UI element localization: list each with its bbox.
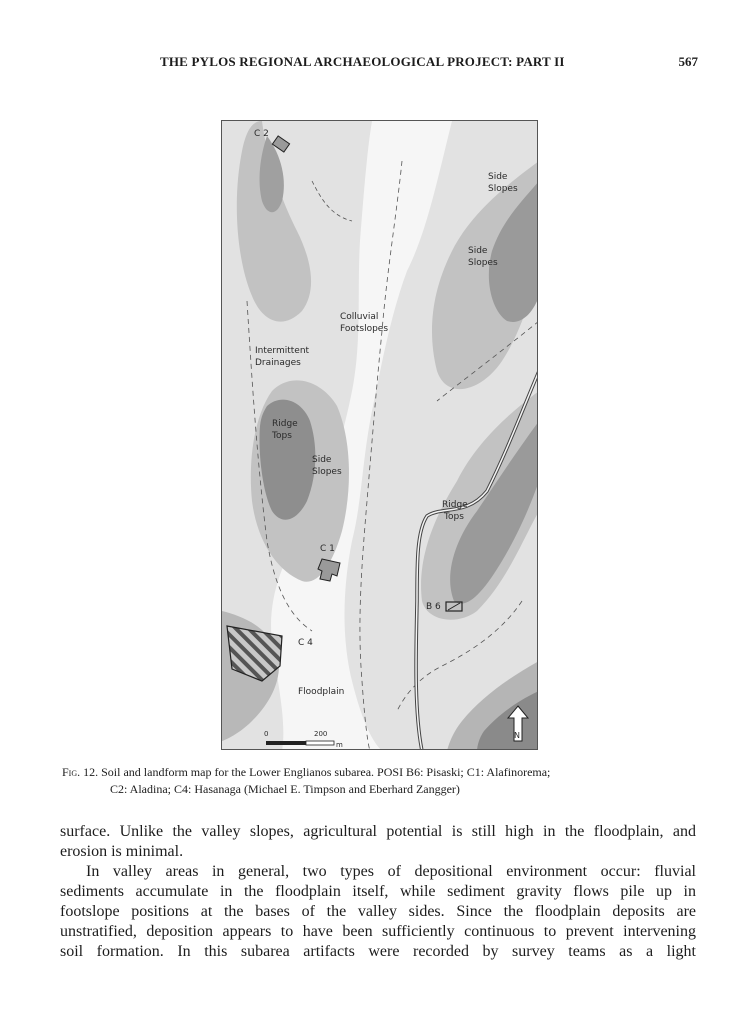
body-text [60,822,696,962]
label-b6: B 6 [426,602,441,612]
scale-bar-white [306,741,334,745]
scale-bar-black [266,741,306,745]
label-side-slopes-1b: Slopes [488,184,518,194]
caption-text-1: Soil and landform map for the Lower Englianos subarea. POSI B6: Pisaski; C1: Alafinorema; [101,765,551,779]
label-scale-zero: 0 [264,730,269,738]
body-line-7: soil formation. In this subarea artifacts were recorded by survey teams as a light [60,943,696,960]
label-scale-200: 200 [314,730,328,738]
label-side-slopes-2a: Side [468,246,488,256]
running-head [0,54,755,74]
label-ridge-tops-2b: Tops [444,512,464,522]
label-north: N [514,731,520,740]
page-number: 567 [678,54,698,69]
soil-landform-map [221,120,538,750]
body-line-1: surface. Unlike the valley slopes, agricultural potential is still high in the floodplain, and [60,823,696,840]
label-floodplain: Floodplain [298,687,345,697]
label-c1: C 1 [320,544,335,554]
body-line-2: erosion is minimal. [60,843,184,860]
label-ridge-tops-1b: Tops [272,431,292,441]
label-intermittent-b: Drainages [255,358,301,368]
label-side-slopes-2b: Slopes [468,258,498,268]
label-side-slopes-3a: Side [312,455,332,465]
body-line-5: footslope positions at the bases of the valley sides. Since the floodplain deposits are [60,903,696,920]
label-ridge-tops-1a: Ridge [272,419,298,429]
label-side-slopes-3b: Slopes [312,467,342,477]
label-scale-unit: m [336,741,343,749]
figure-caption [62,764,697,798]
running-title: THE PYLOS REGIONAL ARCHAEOLOGICAL PROJECT: PART II [160,54,565,69]
figure-number: Fig. 12. [62,765,99,779]
body-line-4: sediments accumulate in the floodplain itself, while sediment gravity flows pile up in [60,883,696,900]
body-line-3: In valley areas in general, two types of depositional environment occur: fluvial [86,863,696,880]
map-svg [222,121,538,750]
label-colluvial-b: Footslopes [340,324,389,334]
label-colluvial-a: Colluvial [340,312,379,322]
label-c2: C 2 [254,129,269,139]
caption-line-1 [62,764,697,781]
caption-line-2: C2: Aladina; C4: Hasanaga (Michael E. Timpson and Eberhard Zangger) [110,782,460,796]
label-side-slopes-1a: Side [488,172,508,182]
label-ridge-tops-2a: Ridge [442,500,468,510]
label-c4: C 4 [298,638,313,648]
body-line-6: unstratified, deposition appears to have been sufficiently continuous to prevent intervening [60,923,696,940]
label-intermittent-a: Intermittent [255,346,310,356]
